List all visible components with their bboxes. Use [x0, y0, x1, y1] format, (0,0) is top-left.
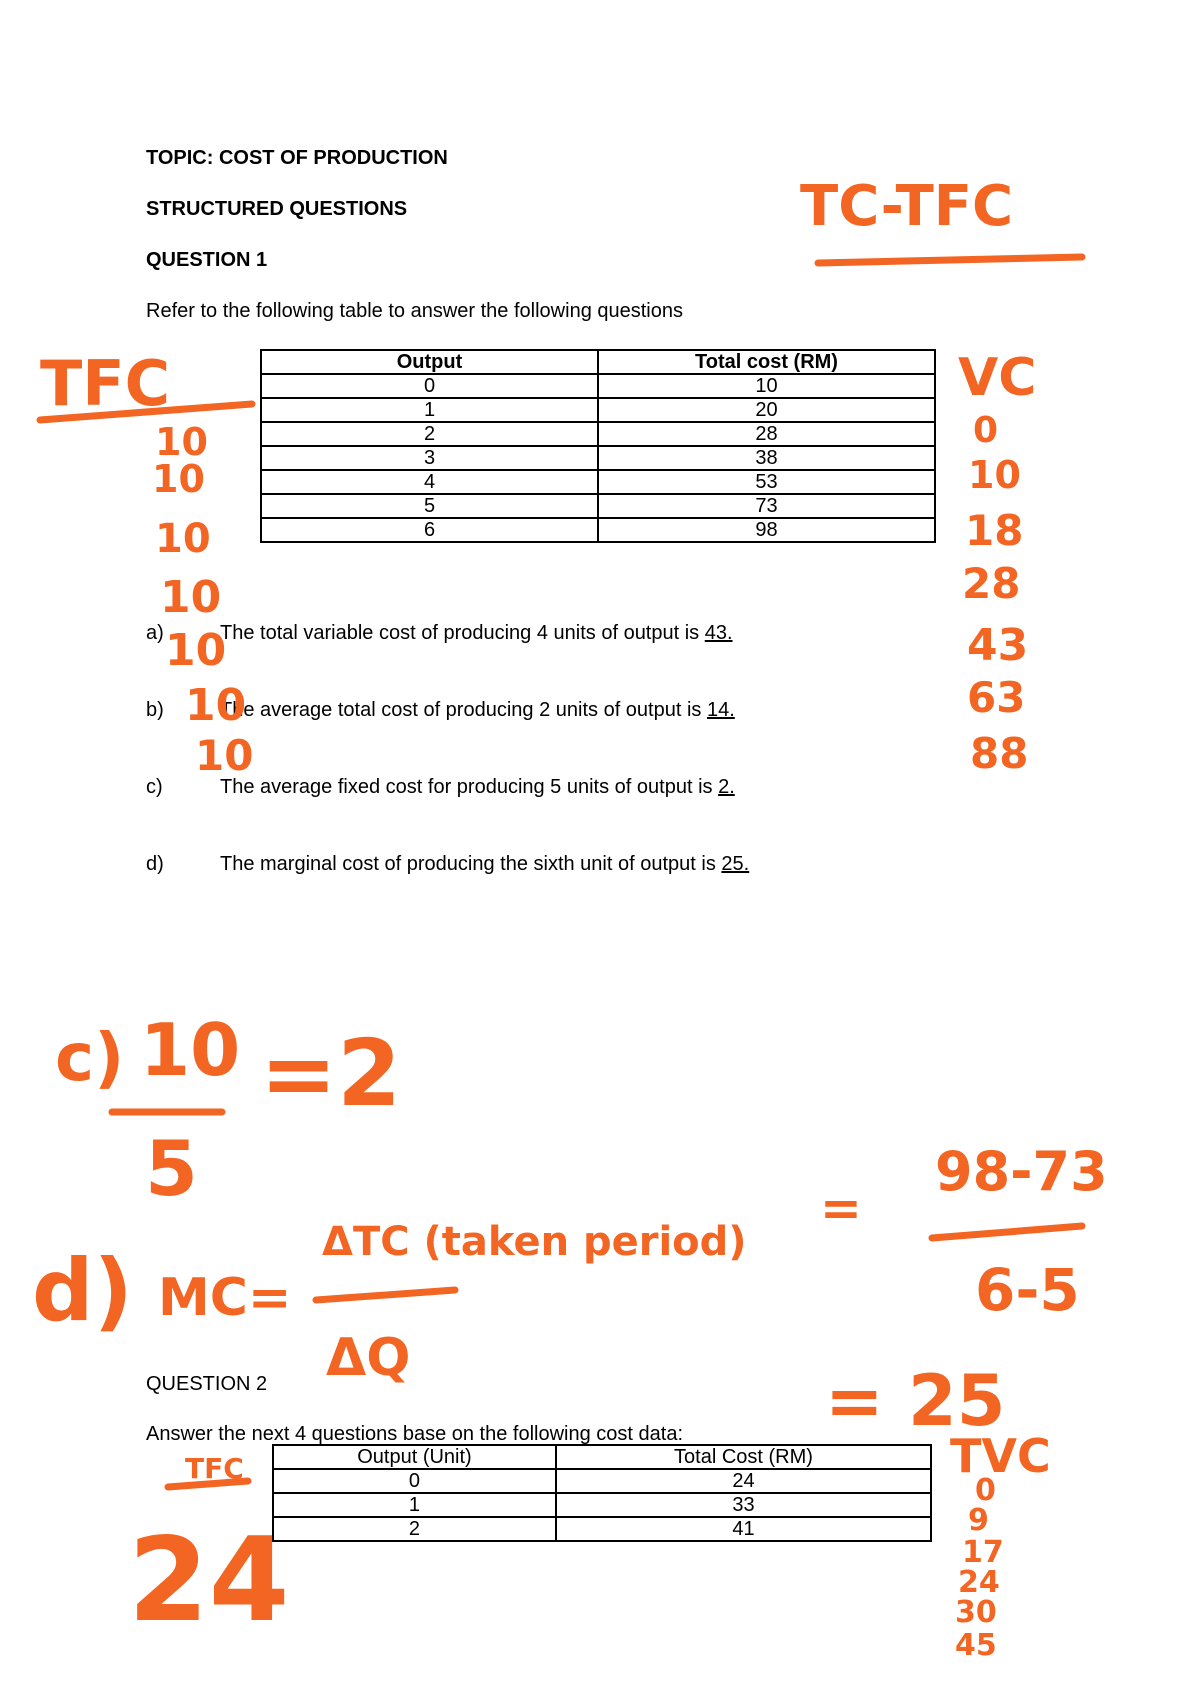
- annotation-vc-value: 18: [965, 506, 1024, 555]
- annotation-c-label: c): [55, 1019, 125, 1096]
- annotation-vc-label: VC: [958, 348, 1037, 408]
- annotation-tc-tfc-underline: [818, 257, 1082, 263]
- annotation-vc-value: 10: [968, 453, 1021, 497]
- total-cost-cell: 53: [598, 470, 935, 494]
- annotation-vc-value: 28: [962, 559, 1021, 608]
- item-d-answer: 25.: [721, 853, 750, 875]
- column-header-total-cost: Total Cost (RM): [556, 1445, 931, 1469]
- annotation-c-denominator: 5: [145, 1124, 198, 1213]
- annotation-q2-tfc-label: TFC: [185, 1452, 244, 1485]
- topic-heading: TOPIC: COST OF PRODUCTION: [146, 147, 448, 169]
- column-header-output-unit: Output (Unit): [273, 1445, 556, 1469]
- annotation-q2-tvc-value: 17: [962, 1535, 1004, 1570]
- column-header-output: Output: [261, 350, 598, 374]
- annotation-d-frac-bar: [932, 1226, 1082, 1238]
- item-c-label: c): [146, 776, 163, 798]
- output-cell: 2: [273, 1517, 556, 1541]
- question-2-title: QUESTION 2: [146, 1373, 268, 1395]
- annotation-d-label: d): [32, 1241, 133, 1341]
- annotation-d-denominator: ΔQ: [326, 1328, 411, 1388]
- output-cell: 2: [261, 422, 598, 446]
- annotation-q2-tvc-value: 30: [955, 1595, 997, 1630]
- output-cell: 1: [273, 1493, 556, 1517]
- item-a-question: The total variable cost of producing 4 units of output is: [220, 622, 705, 644]
- total-cost-cell: 38: [598, 446, 935, 470]
- output-cell: 0: [261, 374, 598, 398]
- annotation-d-equals: =: [820, 1179, 862, 1237]
- annotation-tfc-label: TFC: [40, 347, 171, 420]
- item-a-answer: 43.: [704, 622, 733, 644]
- annotation-tfc-value: 10: [185, 680, 247, 731]
- annotation-tfc-value: 10: [155, 420, 208, 464]
- column-header-total-cost: Total cost (RM): [598, 350, 935, 374]
- total-cost-cell: 28: [598, 422, 935, 446]
- annotation-q2-tvc-value: 0: [975, 1473, 996, 1508]
- annotation-d-numerator: ΔTC (taken period): [322, 1219, 747, 1265]
- output-cell: 0: [273, 1469, 556, 1493]
- annotation-tfc-value: 10: [155, 516, 211, 562]
- output-cell: 6: [261, 518, 598, 542]
- output-cell: 3: [261, 446, 598, 470]
- annotation-vc-value: 0: [973, 410, 999, 451]
- annotation-c-result: =2: [260, 1020, 402, 1127]
- annotation-q2-tvc-value: 24: [958, 1565, 1000, 1600]
- annotation-d-frac-den: 6-5: [975, 1256, 1080, 1324]
- total-cost-cell: 98: [598, 518, 935, 542]
- question-2-intro: Answer the next 4 questions base on the following cost data:: [146, 1423, 684, 1445]
- item-c-answer: 2.: [718, 776, 735, 798]
- annotation-tc-tfc: TC-TFC: [800, 174, 1014, 239]
- annotation-q2-tvc-value: 9: [968, 1503, 989, 1538]
- section-heading: STRUCTURED QUESTIONS: [146, 198, 408, 220]
- annotation-vc-value: 43: [967, 620, 1029, 671]
- output-cell: 5: [261, 494, 598, 518]
- annotation-mc: MC=: [158, 1268, 292, 1328]
- item-b-question: The average total cost of producing 2 units of output is: [220, 699, 707, 721]
- total-cost-cell: 41: [556, 1517, 931, 1541]
- annotation-c-numerator: 10: [140, 1008, 241, 1092]
- item-d-question: The marginal cost of producing the sixth unit of output is: [220, 853, 722, 875]
- item-d-label: d): [146, 853, 164, 875]
- annotation-tfc-value: 10: [195, 731, 254, 780]
- annotation-tfc-value: 10: [165, 625, 227, 676]
- annotation-q2-tvc-label: TVC: [950, 1429, 1051, 1483]
- total-cost-cell: 20: [598, 398, 935, 422]
- question-1-title: QUESTION 1: [146, 249, 268, 271]
- output-cell: 1: [261, 398, 598, 422]
- item-b-answer: 14.: [706, 699, 735, 721]
- output-cell: 4: [261, 470, 598, 494]
- annotation-d-result: = 25: [825, 1360, 1006, 1442]
- annotation-q2-tvc-value: 45: [955, 1628, 997, 1663]
- total-cost-cell: 33: [556, 1493, 931, 1517]
- annotation-tfc-value: 10: [152, 457, 205, 501]
- item-c-question: The average fixed cost for producing 5 units of output is: [220, 776, 719, 798]
- question-1-intro: Refer to the following table to answer the following questions: [146, 300, 683, 322]
- annotation-q2-tfc-value: 24: [128, 1513, 290, 1648]
- annotation-d-fraction-bar: [316, 1290, 455, 1300]
- annotation-d-frac-num: 98-73: [935, 1140, 1108, 1203]
- item-b-label: b): [146, 699, 164, 721]
- total-cost-cell: 24: [556, 1469, 931, 1493]
- total-cost-cell: 73: [598, 494, 935, 518]
- annotation-vc-value: 88: [970, 729, 1029, 778]
- annotation-q2-tfc-underline: [168, 1481, 248, 1487]
- total-cost-cell: 10: [598, 374, 935, 398]
- annotation-tfc-value: 10: [160, 572, 222, 623]
- annotation-vc-value: 63: [967, 673, 1026, 722]
- item-a-label: a): [146, 622, 164, 644]
